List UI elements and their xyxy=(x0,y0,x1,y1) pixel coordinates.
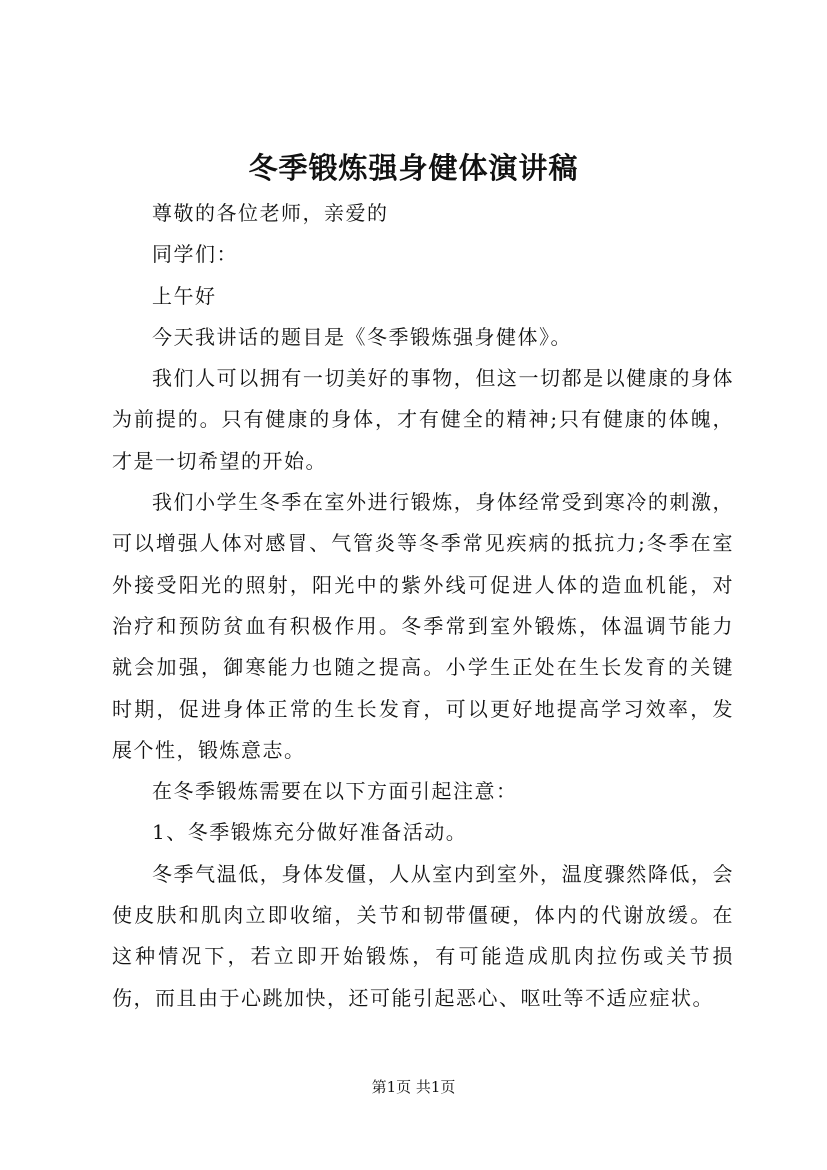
document-body xyxy=(112,193,734,1019)
paragraph-greeting-1: 尊敬的各位老师，亲爱的 xyxy=(152,201,389,225)
paragraph-greeting-2: 同学们： xyxy=(152,242,238,267)
paragraph-greeting-3: 上午好 xyxy=(152,283,217,308)
paragraph-health: 我们人可以拥有一切美好的事物，但这一切都是以健康的身体为前提的。只有健康的身体，才有健全的精神;只有健康的体魄，才是一切希望的开始。 xyxy=(112,366,734,473)
document-title: 冬季锻炼强身健体演讲稿 xyxy=(248,151,579,185)
paragraph-attention: 在冬季锻炼需要在以下方面引起注意： xyxy=(152,779,518,804)
paragraph-benefits: 我们小学生冬季在室外进行锻炼，身体经常受到寒冷的刺激，可以增强人体对感冒、气管炎等冬季常见疾病的抵抗力;冬季在室外接受阳光的照射，阳光中的紫外线可促进人体的造血机能，对治疗和预防贫血有积极作用。冬季常到室外锻炼，体温调节能力就会加强，御寒能力也随之提高。小学生正处在生长发育的关键时期，促进身体正常的生长发育，可以更好地提高学习效率，发展个性，锻炼意志。 xyxy=(112,490,734,762)
paragraph-warmup: 冬季气温低，身体发僵，人从室内到室外，温度骤然降低，会使皮肤和肌肉立即收缩，关节和韧带僵硬，体内的代谢放缓。在这种情况下，若立即开始锻炼，有可能造成肌肉拉伤或关节损伤，而且由于心跳加快，还可能引起恶心、呕吐等不适应症状。 xyxy=(112,861,734,1010)
paragraph-topic: 今天我讲话的题目是《冬季锻炼强身健体》。 xyxy=(152,324,572,349)
page-footer: 第1页 共1页 xyxy=(371,1078,456,1096)
paragraph-point-1: 1、冬季锻炼充分做好准备活动。 xyxy=(152,820,468,845)
